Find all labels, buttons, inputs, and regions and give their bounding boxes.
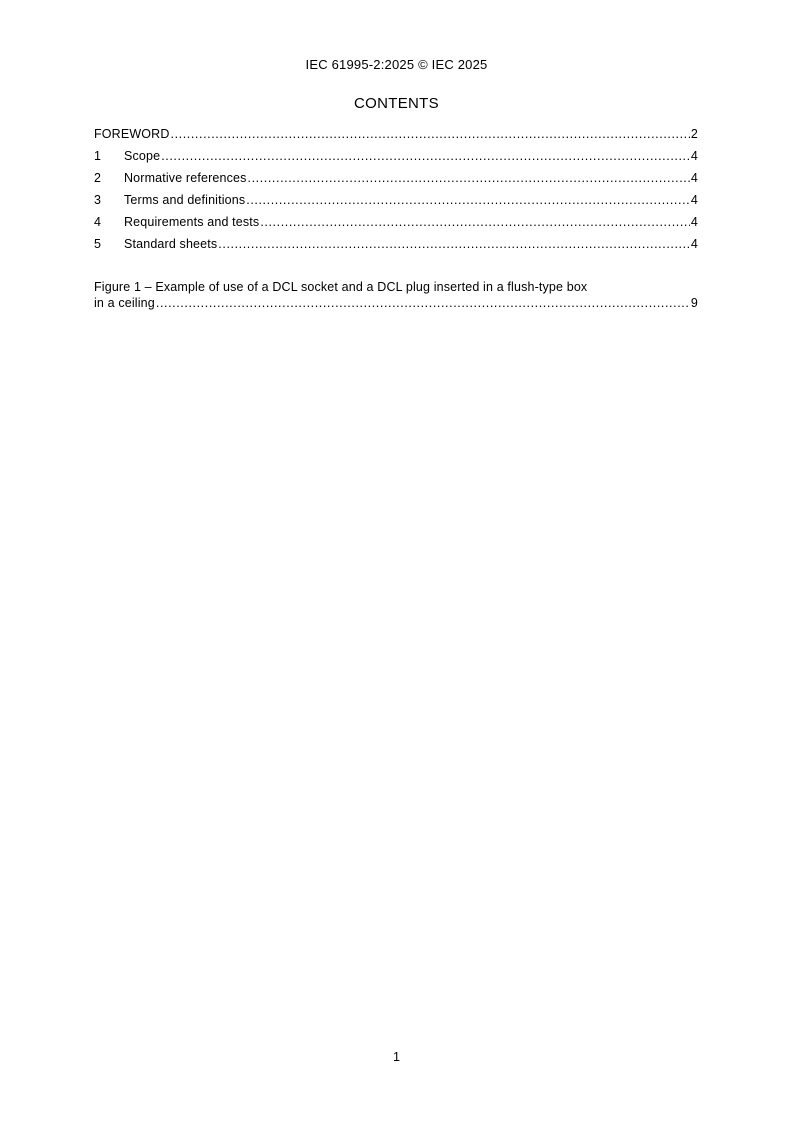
toc-dot-leader <box>171 126 690 143</box>
figure-entry-line2 <box>94 295 698 312</box>
toc-entry-title: Scope <box>124 149 161 163</box>
toc-entry-number: 1 <box>94 149 102 163</box>
figure-entry-page: 9 <box>690 296 698 310</box>
toc-entry-page: 4 <box>690 237 698 251</box>
toc-entry-number: 4 <box>94 215 102 229</box>
toc-entry-title: Normative references <box>124 171 247 185</box>
toc-entry-standard-sheets[interactable] <box>94 236 698 258</box>
toc-entry-page: 4 <box>690 193 698 207</box>
toc-entry-foreword[interactable] <box>94 126 698 148</box>
document-header: IEC 61995-2:2025 © IEC 2025 <box>305 57 488 72</box>
figure-entry-title-line1: Figure 1 – Example of use of a DCL socket and a DCL plug inserted in a flush-type box <box>94 280 588 294</box>
toc-entry-number: 2 <box>94 171 102 185</box>
list-of-figures <box>94 279 698 312</box>
figure-entry-title-line2: in a ceiling <box>94 296 155 310</box>
toc-entry-page: 2 <box>690 127 698 141</box>
toc-entry-page: 4 <box>690 149 698 163</box>
toc-entry-title: Terms and definitions <box>124 193 246 207</box>
toc-entry-number: 3 <box>94 193 102 207</box>
toc-entry-scope[interactable] <box>94 148 698 170</box>
toc-entry-normative-references[interactable] <box>94 170 698 192</box>
toc-dot-leader <box>156 295 690 312</box>
toc-entry-page: 4 <box>690 215 698 229</box>
toc-entry-number: 5 <box>94 237 102 251</box>
toc-dot-leader <box>161 148 690 165</box>
figure-entry-1[interactable] <box>94 279 698 312</box>
toc-entry-terms-and-definitions[interactable] <box>94 192 698 214</box>
toc-dot-leader <box>248 170 690 187</box>
toc-entry-title: Requirements and tests <box>124 215 260 229</box>
toc-entry-title: FOREWORD <box>94 127 170 141</box>
table-of-contents <box>94 126 698 258</box>
page-number: 1 <box>393 1050 400 1064</box>
toc-dot-leader <box>218 236 690 253</box>
toc-entry-title: Standard sheets <box>124 237 218 251</box>
toc-dot-leader <box>260 214 690 231</box>
toc-entry-page: 4 <box>690 171 698 185</box>
toc-entry-requirements-and-tests[interactable] <box>94 214 698 236</box>
toc-dot-leader <box>246 192 690 209</box>
contents-title: CONTENTS <box>354 95 439 112</box>
